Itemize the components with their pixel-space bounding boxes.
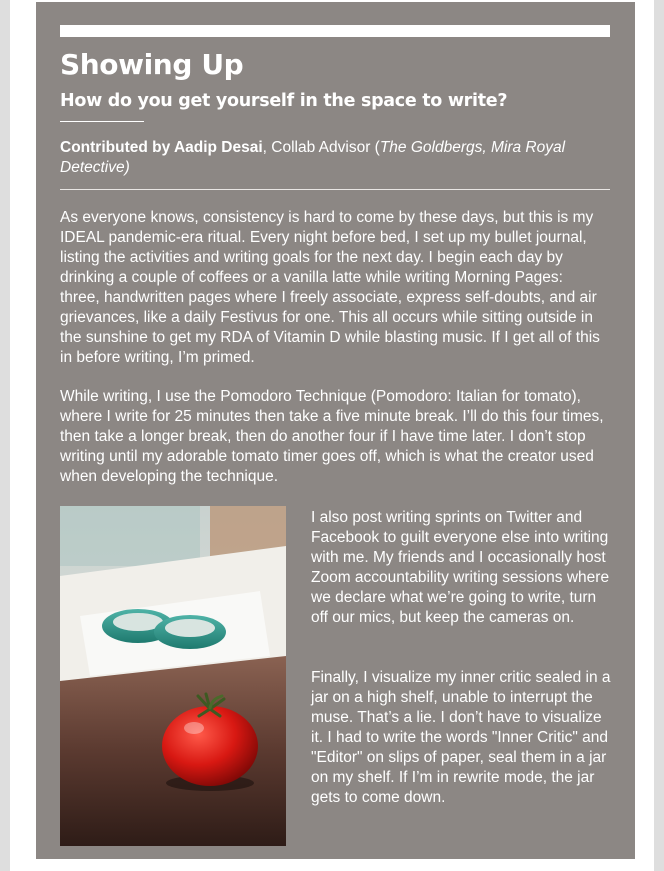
contributor-name: Contributed by Aadip Desai — [60, 139, 263, 156]
contributor-credit — [60, 138, 600, 178]
header-bar — [60, 25, 610, 37]
side-paragraph: I also post writing sprints on Twitter and Facebook to guilt everyone else into writing with me. My friends and I occasionally host Zoom accountability writing sessions where we declare what we’re going to write, turn off our mics, but keep the cameras on. — [311, 509, 610, 626]
left-gutter — [0, 0, 10, 871]
long-divider — [60, 189, 610, 190]
article-subtitle: How do you get yourself in the space to write? — [60, 91, 508, 111]
contributor-role: , Collab Advisor ( — [262, 139, 380, 156]
right-gutter — [654, 0, 664, 871]
paragraph: As everyone knows, consistency is hard to come by these days, but this is my IDEAL pandemic-era ritual. Every night before bed, I set up my bullet journal, listing the activities and writing goals for the next day. I begin each day by drinking a couple of coffees or a vanilla latte while writing Morning Pages: three, handwritten pages where I freely associate, express self-doubts, and air grievances, like a daily Festivus for one. This all occurs while sitting outside in the sunshine to get my RDA of Vitamin D while blasting music. If I get all of this in before writing, I’m primed. — [60, 209, 600, 366]
article-title: Showing Up — [60, 48, 244, 81]
tomato-photo — [60, 506, 286, 846]
article-card — [36, 2, 635, 859]
side-paragraph: Finally, I visualize my inner critic sealed in a jar on a high shelf, unable to interrupt the muse. That’s a lie. I don’t have to visualize it. I had to write the words "Inner Critic" and "Editor" on slips of paper, seal them in a jar on my shelf. If I’m in rewrite mode, the jar gets to come down. — [311, 669, 611, 806]
short-divider — [60, 121, 144, 122]
tomato-photo-icon — [60, 506, 286, 846]
paragraph: While writing, I use the Pomodoro Technique (Pomodoro: Italian for tomato), where I write for 25 minutes then take a five minute break. I’ll do this four times, then take a longer break, then do another four if I have time later. I don’t stop writing until my adorable tomato timer goes off, which is what the creator used when developing the technique. — [60, 388, 604, 485]
contributor-shows: The Goldbergs, Mira Royal Detective) — [60, 139, 566, 176]
